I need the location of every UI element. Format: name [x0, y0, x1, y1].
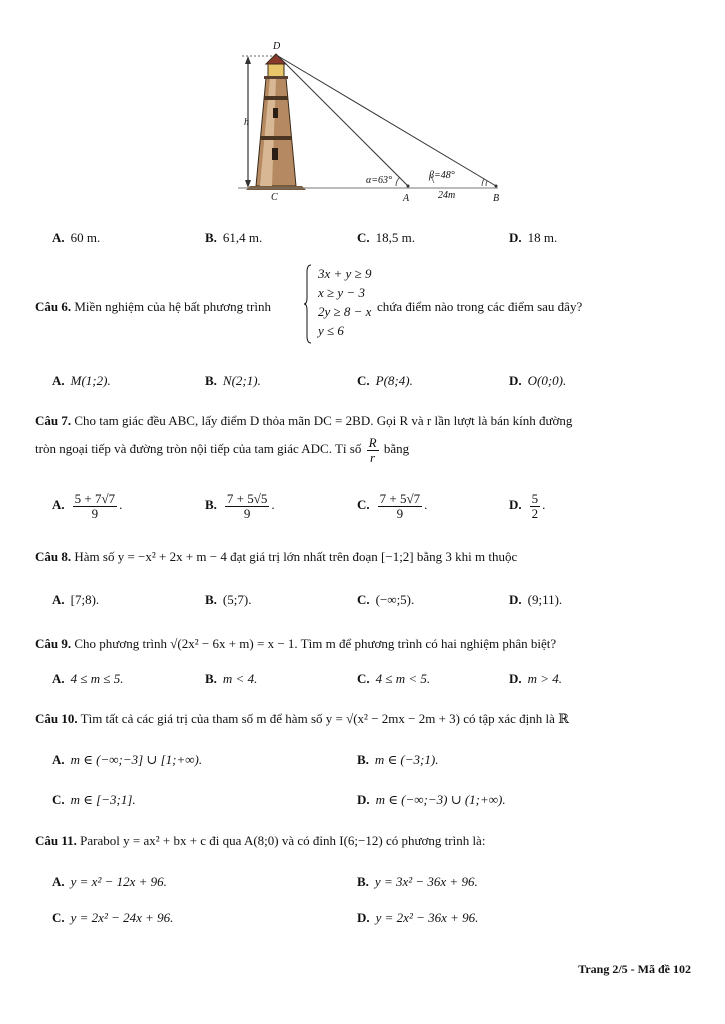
option-text: P(8;4). [375, 373, 413, 388]
q8-option-b[interactable] [205, 592, 251, 608]
option-text: M(1;2). [70, 373, 111, 388]
option-label: D. [509, 497, 522, 513]
q9-option-d[interactable] [509, 671, 562, 687]
option-label: C. [357, 373, 370, 388]
option-text: 18 m. [527, 230, 558, 245]
q7-option-c[interactable] [357, 492, 427, 520]
question-number: Câu 6. [35, 299, 72, 314]
q8-option-a[interactable] [52, 592, 99, 608]
option-label: D. [509, 230, 522, 245]
option-label: C. [357, 497, 370, 513]
option-label: C. [357, 671, 370, 686]
option-text: m > 4. [527, 671, 563, 686]
option-text: (−∞;5). [375, 592, 415, 607]
option-label: B. [357, 874, 369, 889]
label-d: D [273, 41, 281, 52]
option-fraction [225, 492, 269, 520]
option-tail: . [119, 497, 123, 513]
option-label: C. [52, 792, 65, 807]
q9-option-c[interactable] [357, 671, 430, 687]
option-label: B. [205, 592, 217, 607]
option-text: y = 3x² − 36x + 96. [374, 874, 478, 889]
option-tail: . [542, 497, 546, 513]
option-fraction [73, 492, 117, 520]
label-c: C [271, 192, 278, 203]
label-alpha: α=63° [366, 175, 392, 186]
q5-option-d[interactable] [509, 230, 557, 246]
option-tail: . [424, 497, 428, 513]
option-label: B. [357, 752, 369, 767]
q9-option-a[interactable] [52, 671, 124, 687]
q6-option-a[interactable] [52, 373, 111, 389]
q8-option-c[interactable] [357, 592, 414, 608]
system-line: 2y ≥ 8 − x [318, 304, 372, 319]
q10-option-d[interactable] [357, 792, 506, 808]
system-line: y ≤ 6 [318, 323, 344, 338]
option-text: 4 ≤ m ≤ 5. [70, 671, 124, 686]
q9-stem [35, 636, 556, 652]
brace-icon [304, 264, 312, 344]
q11-option-c[interactable] [52, 910, 173, 926]
q6-stem [35, 299, 271, 315]
option-text: y = 2x² − 36x + 96. [375, 910, 479, 925]
question-text: Tìm tất cả các giá trị của tham số m để hàm số y = √(x² − 2mx − 2m + 3) có tập xác định là ℝ [80, 711, 569, 726]
label-beta: β=48° [429, 170, 455, 181]
question-number: Câu 7. [35, 413, 72, 428]
question-number: Câu 8. [35, 549, 72, 564]
q6-stem-after: chứa điểm nào trong các điểm sau đây? [377, 299, 583, 314]
fraction-numerator: 7 + 5√5 [226, 491, 268, 506]
label-h: h [244, 117, 249, 128]
fraction-numerator: R [368, 435, 377, 450]
system-line: 3x + y ≥ 9 [318, 266, 372, 281]
question-number: Câu 11. [35, 833, 77, 848]
question-text: Cho phương trình √(2x² − 6x + m) = x − 1. Tìm m để phương trình có hai nghiệm phân biệt? [74, 636, 557, 651]
question-text: Cho tam giác đều ABC, lấy điểm D thỏa mãn DC = 2BD. Gọi R và r lần lượt là bán kính đường [74, 413, 573, 428]
option-label: B. [205, 230, 217, 245]
option-text: 4 ≤ m < 5. [375, 671, 431, 686]
q5-option-b[interactable] [205, 230, 262, 246]
question-text: Miền nghiệm của hệ bất phương trình [74, 299, 271, 314]
option-text: m ∈ (−3;1). [374, 752, 439, 767]
option-label: A. [52, 671, 65, 686]
q5-option-c[interactable] [357, 230, 415, 246]
fraction-denominator: 9 [396, 505, 404, 521]
option-label: B. [205, 373, 217, 388]
fraction-numerator: 5 [531, 491, 539, 506]
q9-option-b[interactable] [205, 671, 257, 687]
option-text: 18,5 m. [375, 230, 416, 245]
q7-stem-line1 [35, 413, 572, 429]
option-text: (5;7). [222, 592, 252, 607]
q11-option-d[interactable] [357, 910, 478, 926]
q7-option-b[interactable] [205, 492, 275, 520]
q10-option-b[interactable] [357, 752, 438, 768]
option-label: B. [205, 497, 217, 513]
question-text: Hàm số y = −x² + 2x + m − 4 đạt giá trị lớn nhất trên đoạn [−1;2] bằng 3 khi m thuộc [74, 549, 518, 564]
option-text: m ∈ (−∞;−3) ∪ (1;+∞). [375, 792, 506, 807]
system-line: x ≥ y − 3 [318, 285, 365, 300]
q7-option-d[interactable] [509, 492, 545, 520]
option-label: A. [52, 230, 65, 245]
option-label: D. [509, 592, 522, 607]
q6-system [304, 264, 384, 344]
option-label: A. [52, 592, 65, 607]
question-text: tròn ngoại tiếp và đường tròn nội tiếp của tam giác ADC. Tỉ số [35, 441, 362, 457]
fraction-denominator: r [370, 449, 376, 465]
option-text: y = x² − 12x + 96. [70, 874, 167, 889]
q8-option-d[interactable] [509, 592, 562, 608]
fraction-denominator: 2 [531, 505, 539, 521]
option-text: (9;11). [527, 592, 563, 607]
question-text: bằng [383, 441, 410, 457]
q10-stem [35, 711, 569, 727]
option-label: D. [357, 910, 370, 925]
option-label: A. [52, 373, 65, 388]
option-text: 61,4 m. [222, 230, 263, 245]
option-label: C. [52, 910, 65, 925]
option-text: O(0;0). [527, 373, 567, 388]
option-label: A. [52, 874, 65, 889]
fraction-numerator: 7 + 5√7 [379, 491, 421, 506]
q7-stem-line2 [35, 436, 409, 464]
fraction-denominator: 9 [243, 505, 251, 521]
option-text: m < 4. [222, 671, 258, 686]
q6-option-c[interactable] [357, 373, 413, 389]
question-number: Câu 9. [35, 636, 72, 651]
option-label: C. [357, 592, 370, 607]
option-label: B. [205, 671, 217, 686]
option-fraction [530, 492, 541, 520]
q11-option-b[interactable] [357, 874, 478, 890]
option-text: 60 m. [70, 230, 101, 245]
q7-option-a[interactable] [52, 492, 122, 520]
q11-stem [35, 833, 485, 849]
question-text: Parabol y = ax² + bx + c đi qua A(8;0) và có đỉnh I(6;−12) có phương trình là: [80, 833, 486, 848]
label-a: A [403, 193, 410, 204]
q10-option-c[interactable] [52, 792, 136, 808]
option-label: A. [52, 752, 65, 767]
ratio-fraction [367, 436, 379, 464]
q5-option-a[interactable] [52, 230, 100, 246]
option-text: y = 2x² − 24x + 96. [70, 910, 174, 925]
label-b: B [493, 193, 500, 204]
question-number: Câu 10. [35, 711, 78, 726]
fraction-numerator: 5 + 7√7 [74, 491, 116, 506]
fraction-denominator: 9 [91, 505, 99, 521]
q6-option-b[interactable] [205, 373, 261, 389]
option-label: C. [357, 230, 370, 245]
label-distance: 24m [438, 190, 456, 201]
q11-option-a[interactable] [52, 874, 167, 890]
option-label: D. [509, 373, 522, 388]
page-footer: Trang 2/5 - Mã đề 102 [578, 962, 691, 976]
q8-stem [35, 549, 517, 565]
option-label: D. [357, 792, 370, 807]
option-text: [7;8). [70, 592, 100, 607]
q6-option-d[interactable] [509, 373, 566, 389]
option-tail: . [271, 497, 275, 513]
option-label: D. [509, 671, 522, 686]
option-text: N(2;1). [222, 373, 261, 388]
option-text: m ∈ [−3;1]. [70, 792, 136, 807]
option-label: A. [52, 497, 65, 513]
option-fraction [378, 492, 422, 520]
option-text: m ∈ (−∞;−3] ∪ [1;+∞). [70, 752, 203, 767]
q10-option-a[interactable] [52, 752, 202, 768]
